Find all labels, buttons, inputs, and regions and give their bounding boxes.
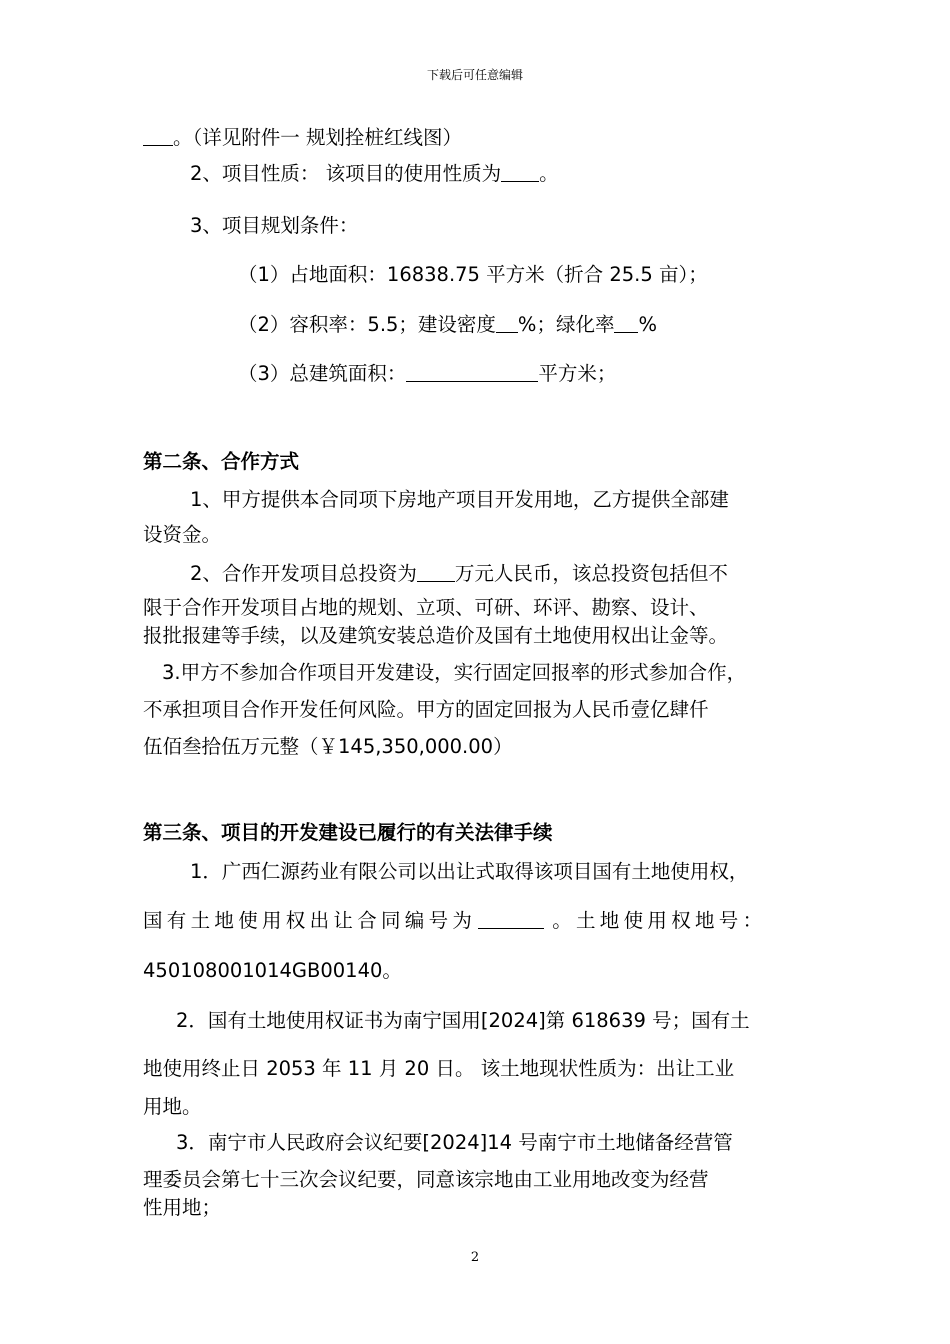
sec3-para2-line1: 2．国有土地使用权证书为南宁国用[2024]第 618639 号；国有土 bbox=[176, 1009, 750, 1032]
blank-field bbox=[406, 363, 538, 382]
sec2-para2-line2: 限于合作开发项目占地的规划、立项、可研、环评、勘察、设计、 bbox=[143, 596, 709, 619]
header-note: 下载后可任意编辑 bbox=[426, 68, 523, 82]
sec2-para2-line1: 2、合作开发项目总投资为 万元人民币，该总投资包括但不 bbox=[190, 562, 728, 585]
item-project-nature: 2、项目性质： 该项目的使用性质为 。 bbox=[190, 162, 559, 185]
section-3-title: 第三条、项目的开发建设已履行的有关法律手续 bbox=[143, 821, 553, 844]
sec3-para2-line3: 用地。 bbox=[143, 1095, 202, 1118]
sec2-para1-line2: 设资金。 bbox=[143, 523, 222, 546]
condition-land-area: （1）占地面积：16838.75 平方米（折合 25.5 亩）； bbox=[238, 263, 708, 286]
section-2-title: 第二条、合作方式 bbox=[143, 450, 300, 473]
blank-field bbox=[143, 127, 173, 146]
blank-field bbox=[417, 563, 455, 582]
sec3-para1-line1: 1．广西仁源药业有限公司以出让式取得该项目国有土地使用权， bbox=[190, 860, 749, 883]
condition-plot-ratio: （2）容积率：5.5；建设密度 %；绿化率 % bbox=[238, 313, 657, 336]
sec2-para1-line1: 1、甲方提供本合同项下房地产项目开发用地，乙方提供全部建 bbox=[190, 488, 729, 511]
item-planning-conditions: 3、项目规划条件： bbox=[190, 214, 359, 237]
sec3-para3-line2: 理委员会第七十三次会议纪要，同意该宗地由工业用地改变为经营 bbox=[143, 1168, 709, 1191]
blank-field bbox=[478, 910, 544, 929]
blank-field bbox=[496, 314, 518, 333]
blank-field bbox=[614, 314, 638, 333]
sec3-para3-line3: 性用地； bbox=[143, 1196, 222, 1219]
sec2-para3-line2: 不承担项目合作开发任何风险。甲方的固定回报为人民币壹亿肆仟 bbox=[143, 698, 709, 721]
sec2-para3-line3: 伍佰叁拾伍万元整（￥145,350,000.00） bbox=[143, 735, 513, 758]
sec2-para2-line3: 报批报建等手续，以及建筑安装总造价及国有土地使用权出让金等。 bbox=[143, 624, 729, 647]
blank-field bbox=[501, 163, 539, 182]
sec3-para1-line2: 国有土地使用权出让合同编号为 。土地使用权地号： bbox=[143, 909, 767, 932]
sec3-land-number: 450108001014GB00140。 bbox=[143, 959, 402, 982]
page-number: 2 bbox=[470, 1250, 480, 1265]
condition-total-floor-area: （3）总建筑面积： 平方米； bbox=[238, 362, 617, 385]
line-plan-reference: 。（详见附件一 规划拴桩红线图） bbox=[143, 125, 462, 151]
sec2-para3-line1: 3.甲方不参加合作项目开发建设，实行固定回报率的形式参加合作， bbox=[162, 661, 747, 684]
sec3-para3-line1: 3．南宁市人民政府会议纪要[2024]14 号南宁市土地储备经营管 bbox=[176, 1131, 733, 1154]
sec3-para2-line2: 地使用终止日 2053 年 11 月 20 日。 该土地现状性质为：出让工业 bbox=[143, 1057, 735, 1080]
